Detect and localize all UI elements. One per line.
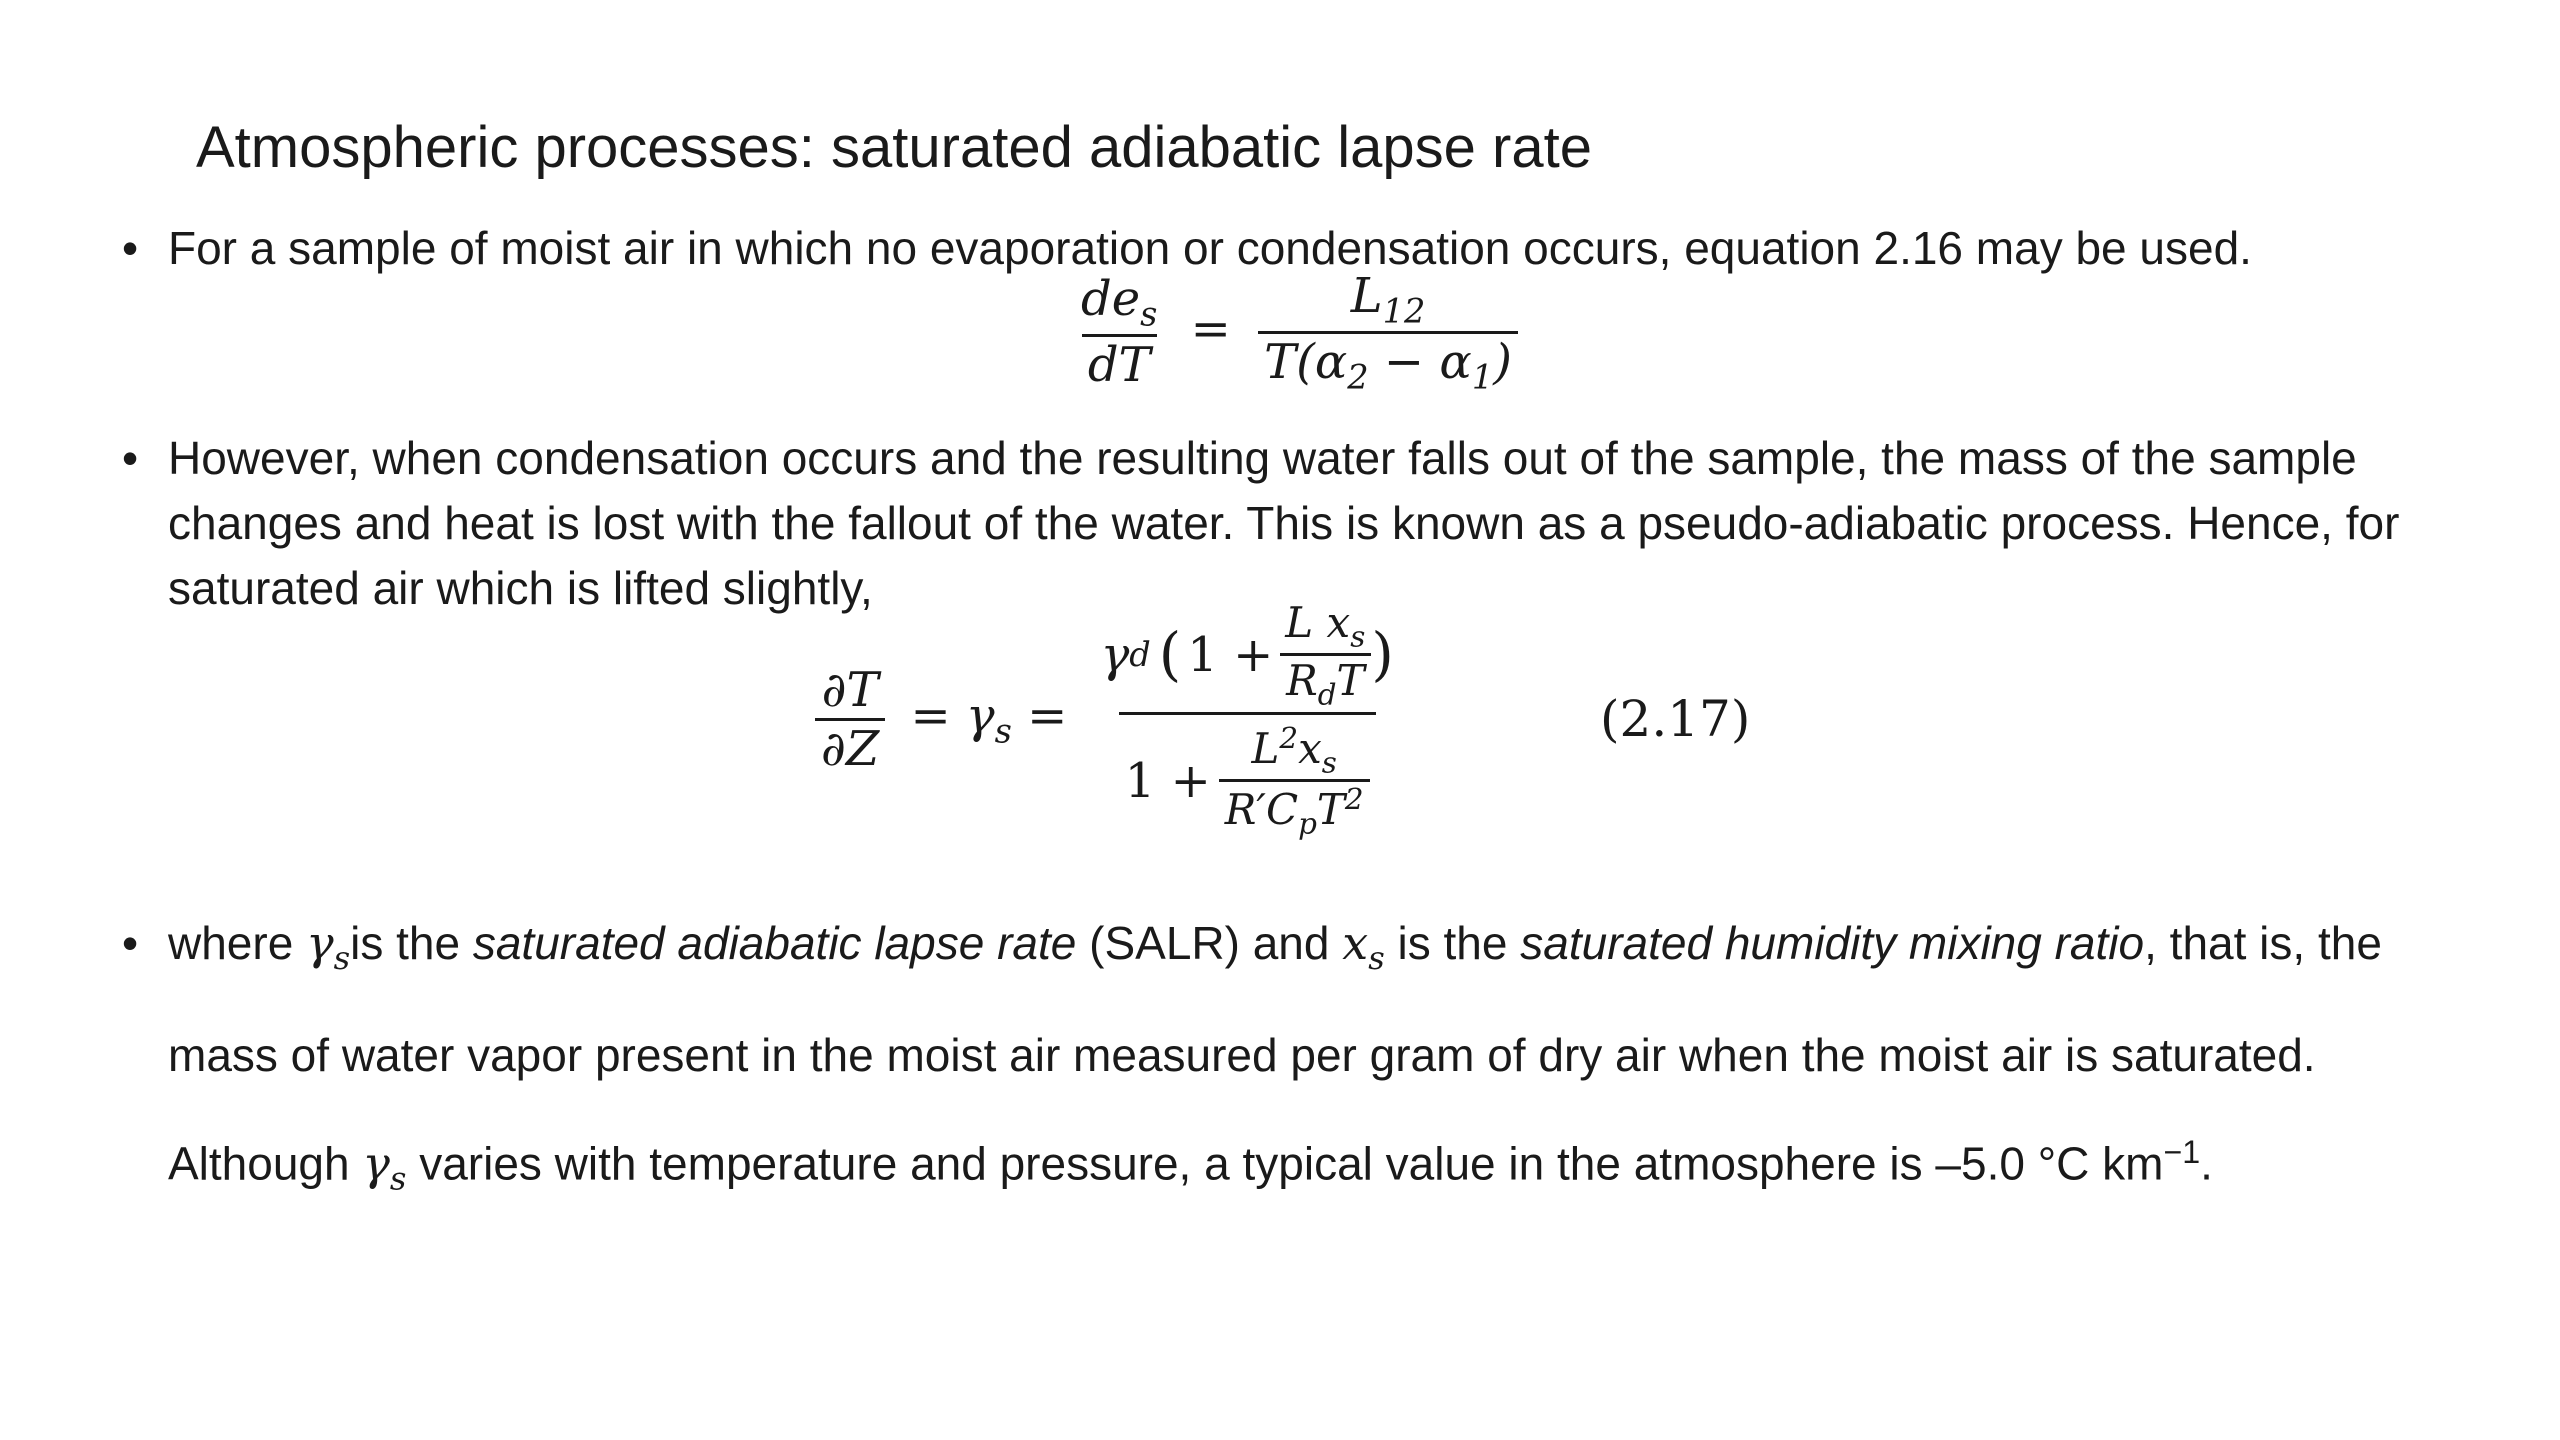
eq2-inner-den-sub: d <box>1317 677 1337 712</box>
eq1-rhs-fraction <box>1258 268 1518 396</box>
eq2-den-den-t: T <box>1316 785 1345 835</box>
eq2-inner-den: R <box>1286 656 1318 706</box>
eq2-lparen: ( <box>1158 621 1182 689</box>
p3-x: x <box>1342 916 1369 970</box>
p3-text-1: where <box>168 917 307 969</box>
eq2-den-fraction <box>1219 721 1370 841</box>
equation-2-17 <box>815 598 1400 841</box>
eq2-inner-den-t: T <box>1336 656 1365 706</box>
bullet-icon: • <box>122 917 139 969</box>
eq2-lhs-fraction <box>815 662 885 777</box>
eq2-rparen: ) <box>1371 621 1394 689</box>
eq2-gamma-d: γ <box>1100 626 1130 683</box>
eq1-rhs-den: T(α <box>1264 333 1348 390</box>
equation-number: (2.17) <box>1600 690 1751 748</box>
bullet-icon: • <box>122 432 139 484</box>
eq2-equals-2: = <box>1011 687 1068 744</box>
p3-gamma-2: γ <box>362 1136 390 1191</box>
p3-text-7: . <box>2200 1137 2213 1190</box>
p3-text-6: varies with temperature and pressure, a typical value in the atmosphere is –5.0 °C km <box>406 1137 2164 1190</box>
p3-x-sub: s <box>1368 939 1385 978</box>
eq1-lhs-fraction <box>1075 271 1163 393</box>
eq2-inner-num: L x <box>1285 598 1351 647</box>
p3-text-5: , that is, the mass of water vapor present in the moist air measured per gram of dry air when the moist air is saturated. Although <box>168 917 2382 1190</box>
eq2-gamma-d-sub: d <box>1129 635 1151 675</box>
eq1-rhs-den-close: ) <box>1493 333 1512 390</box>
eq2-den-den-sub: p <box>1298 806 1317 841</box>
eq1-rhs-den-sub1: 1 <box>1471 357 1494 397</box>
bullet-paragraph-3 <box>122 895 2428 1228</box>
eq2-equals-gamma: = γ <box>910 687 995 744</box>
equation-2-16 <box>1075 268 1518 396</box>
p3-text-4: is the <box>1384 917 1521 969</box>
eq2-den-one-plus: 1 + <box>1124 752 1211 809</box>
eq2-lhs-den: ∂Z <box>815 718 885 777</box>
eq1-rhs-num: L <box>1350 268 1383 324</box>
p3-gamma-sub: s <box>333 939 351 978</box>
eq2-inner-num-sub: s <box>1350 619 1366 654</box>
eq2-den-num: L <box>1251 723 1280 773</box>
p3-italic-mixing-ratio: saturated humidity mixing ratio <box>1520 917 2145 969</box>
eq1-equals: = <box>1190 300 1231 357</box>
eq2-den-num-x: x <box>1298 723 1322 773</box>
eq2-lhs-num: ∂T <box>821 661 879 718</box>
eq2-rhs-fraction <box>1095 598 1400 841</box>
bullet-paragraph-2 <box>122 426 2428 621</box>
eq1-rhs-num-sub: 12 <box>1382 291 1426 331</box>
p3-gamma: γ <box>306 916 334 970</box>
p3-gamma-2-sub: s <box>389 1159 407 1198</box>
eq2-one-plus: 1 + <box>1187 626 1274 683</box>
eq1-lhs-den: dT <box>1082 334 1157 393</box>
eq2-den-den: R′C <box>1224 785 1299 835</box>
eq2-den-num-sub: s <box>1321 745 1337 780</box>
p3-text-2: is the <box>350 917 473 969</box>
eq2-gamma-s-sub: s <box>994 711 1012 751</box>
p3-superscript: −1 <box>2163 1134 2201 1171</box>
p3-italic-salr: saturated adiabatic lapse rate <box>472 917 1077 969</box>
eq1-rhs-den-sub2: 2 <box>1347 357 1369 397</box>
slide-title: Atmospheric processes: saturated adiabatic lapse rate <box>196 115 1592 180</box>
eq2-inner-fraction <box>1279 598 1371 712</box>
paragraph-1-text: For a sample of moist air in which no evaporation or condensation occurs, equation 2.16 may be used. <box>168 222 2252 274</box>
eq1-lhs-num-sub: s <box>1140 294 1158 334</box>
eq2-den-den-sup: 2 <box>1344 782 1364 817</box>
p3-text-3: (SALR) and <box>1076 917 1343 969</box>
eq1-rhs-den-minus: − α <box>1368 333 1472 390</box>
eq2-den-num-sup: 2 <box>1279 720 1299 755</box>
paragraph-2-text: However, when condensation occurs and the resulting water falls out of the sample, the mass of the sample changes and heat is lost with the fallout of the water. This is known as a pseudo-adiabatic process. Hence, for saturated air which is lifted slightly, <box>168 432 2400 614</box>
bullet-icon: • <box>122 222 139 274</box>
eq1-lhs-num: de <box>1081 271 1141 328</box>
